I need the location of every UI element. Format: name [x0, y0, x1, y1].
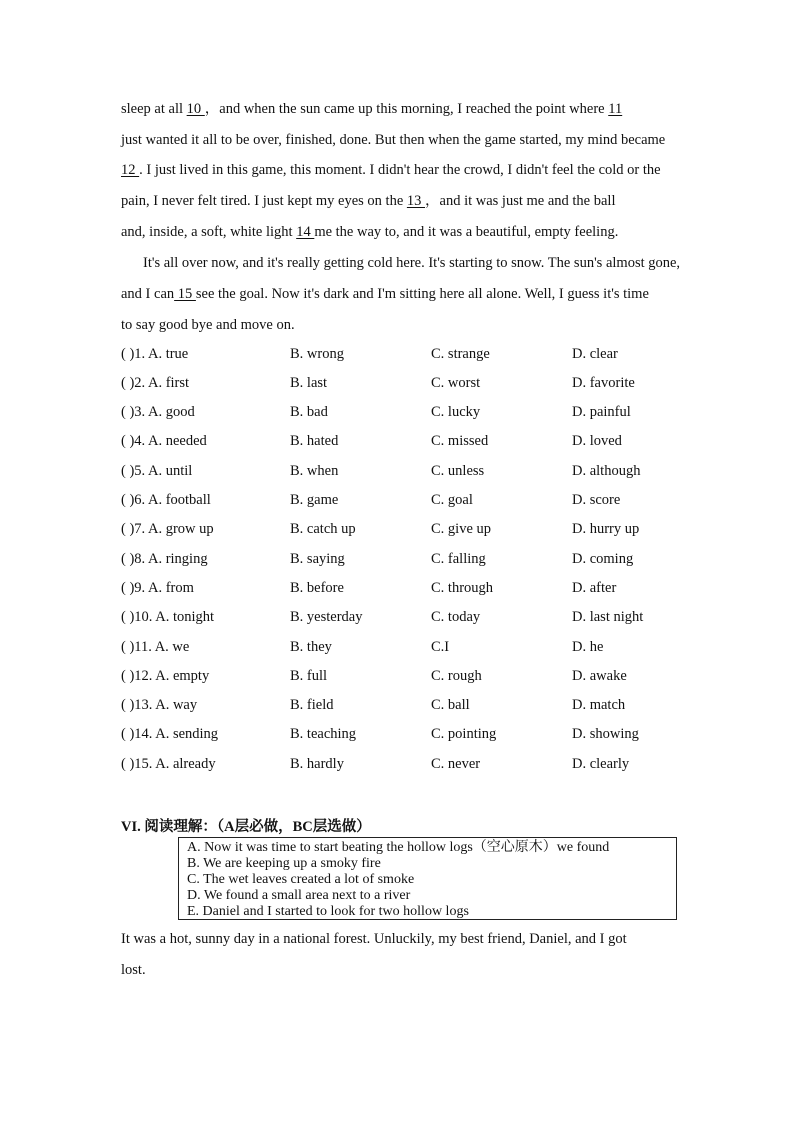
question-stem: ( )15. A. already: [121, 756, 216, 772]
question-row: [121, 696, 721, 714]
question-stem: ( )6. A. football: [121, 492, 211, 508]
option-d: D. painful: [572, 404, 631, 420]
question-row: [121, 403, 721, 421]
option-d: D. score: [572, 492, 621, 508]
question-stem: ( )9. A. from: [121, 580, 194, 596]
option-b: B. field: [290, 697, 334, 713]
passage-line-8: to say good bye and move on.: [121, 317, 295, 333]
passage-line-1: [121, 100, 622, 118]
option-c: C. never: [431, 756, 481, 772]
passage-text: and, inside, a soft, white light: [121, 224, 297, 240]
option-b: B. full: [290, 668, 328, 684]
passage-text: ，and it was just me and the ball: [425, 193, 616, 209]
question-row: [121, 432, 721, 450]
question-row: [121, 345, 721, 363]
passage-line-2: just wanted it all to be over, finished, done. But then when the game started, my mind became: [121, 132, 666, 148]
passage-text: sleep at all: [121, 101, 187, 117]
box-option-c: C. The wet leaves created a lot of smoke: [187, 872, 415, 887]
blank-11: 11: [608, 101, 623, 117]
reading-paragraph-line-1: It was a hot, sunny day in a national forest. Unluckily, my best friend, Daniel, and I got: [121, 931, 627, 947]
question-row: [121, 579, 721, 597]
question-row: [121, 550, 721, 568]
option-b: B. hated: [290, 433, 339, 449]
option-d: D. clear: [572, 346, 618, 362]
option-c: C. goal: [431, 492, 473, 508]
option-b: B. wrong: [290, 346, 344, 362]
option-c: C. through: [431, 580, 494, 596]
passage-line-6: It's all over now, and it's really getting cold here. It's starting to snow. The sun's almost gone,: [143, 255, 681, 271]
option-c: C. strange: [431, 346, 490, 362]
blank-15: 15: [174, 286, 196, 302]
option-d: D. hurry up: [572, 521, 640, 537]
question-stem: ( )8. A. ringing: [121, 551, 208, 567]
passage-line-4: [121, 192, 616, 210]
question-row: [121, 462, 721, 480]
option-b: B. they: [290, 639, 332, 655]
option-b: B. yesterday: [290, 609, 363, 625]
option-b: B. catch up: [290, 521, 356, 537]
question-stem: ( )7. A. grow up: [121, 521, 214, 537]
option-b: B. hardly: [290, 756, 344, 772]
option-c: C. pointing: [431, 726, 497, 742]
option-d: D. clearly: [572, 756, 630, 772]
option-d: D. last night: [572, 609, 644, 625]
option-b: B. game: [290, 492, 339, 508]
option-b: B. saying: [290, 551, 345, 567]
passage-line-3: [121, 161, 661, 179]
option-c: C. missed: [431, 433, 489, 449]
question-stem: ( )11. A. we: [121, 639, 190, 655]
question-row: [121, 638, 721, 656]
question-stem: ( )12. A. empty: [121, 668, 210, 684]
question-stem: ( )5. A. until: [121, 463, 193, 479]
question-row: [121, 755, 721, 773]
option-c: C. lucky: [431, 404, 481, 420]
section-title: VI. 阅读理解：（A层必做，BC层选做）: [121, 819, 371, 835]
option-d: D. favorite: [572, 375, 635, 391]
passage-text: see the goal. Now it's dark and I'm sitting here all alone. Well, I guess it's time: [195, 286, 649, 302]
question-row: [121, 667, 721, 685]
question-row: [121, 520, 721, 538]
passage-text: and I can: [121, 286, 175, 302]
box-option-a: A. Now it was time to start beating the hollow logs（空心原木）we found: [187, 840, 610, 855]
option-d: D. match: [572, 697, 626, 713]
option-b: B. bad: [290, 404, 328, 420]
passage-line-5: [121, 223, 618, 241]
option-c: C. worst: [431, 375, 481, 391]
box-option-d: D. We found a small area next to a river: [187, 888, 411, 903]
passage-text: . I just lived in this game, this moment. I didn't hear the crowd, I didn't feel the cold or the: [139, 162, 661, 178]
question-stem: ( )1. A. true: [121, 346, 189, 362]
option-d: D. coming: [572, 551, 634, 567]
question-stem: ( )2. A. first: [121, 375, 190, 391]
option-d: D. he: [572, 639, 604, 655]
option-c: C. ball: [431, 697, 470, 713]
option-d: D. although: [572, 463, 641, 479]
question-row: [121, 608, 721, 626]
options-box: [178, 837, 677, 920]
question-row: [121, 374, 721, 392]
blank-13: 13: [406, 193, 426, 209]
reading-paragraph-line-2: lost.: [121, 962, 146, 978]
option-b: B. before: [290, 580, 344, 596]
option-d: D. loved: [572, 433, 622, 449]
question-stem: ( )4. A. needed: [121, 433, 207, 449]
passage-line-7: [121, 285, 649, 303]
option-c: C. unless: [431, 463, 485, 479]
box-option-b: B. We are keeping up a smoky fire: [187, 856, 381, 871]
box-option-e: E. Daniel and I started to look for two hollow logs: [187, 904, 469, 919]
passage-text: me the way to, and it was a beautiful, empty feeling.: [314, 224, 619, 240]
option-b: B. teaching: [290, 726, 357, 742]
option-d: D. awake: [572, 668, 627, 684]
question-stem: ( )14. A. sending: [121, 726, 219, 742]
blank-14: 14: [296, 224, 315, 240]
option-d: D. after: [572, 580, 617, 596]
option-b: B. last: [290, 375, 328, 391]
option-c: C. falling: [431, 551, 486, 567]
option-c: C. rough: [431, 668, 482, 684]
passage-text: pain, I never felt tired. I just kept my eyes on the: [121, 193, 407, 209]
question-row: [121, 725, 721, 743]
passage-text: ，and when the sun came up this morning, I reached the point where: [204, 101, 609, 117]
blank-12: 12: [121, 162, 140, 178]
question-stem: ( )3. A. good: [121, 404, 195, 420]
option-b: B. when: [290, 463, 339, 479]
question-stem: ( )10. A. tonight: [121, 609, 215, 625]
option-c: C.I: [431, 639, 450, 655]
blank-10: 10: [186, 101, 205, 117]
option-d: D. showing: [572, 726, 639, 742]
question-stem: ( )13. A. way: [121, 697, 198, 713]
option-c: C. give up: [431, 521, 492, 537]
question-row: [121, 491, 721, 509]
option-c: C. today: [431, 609, 481, 625]
